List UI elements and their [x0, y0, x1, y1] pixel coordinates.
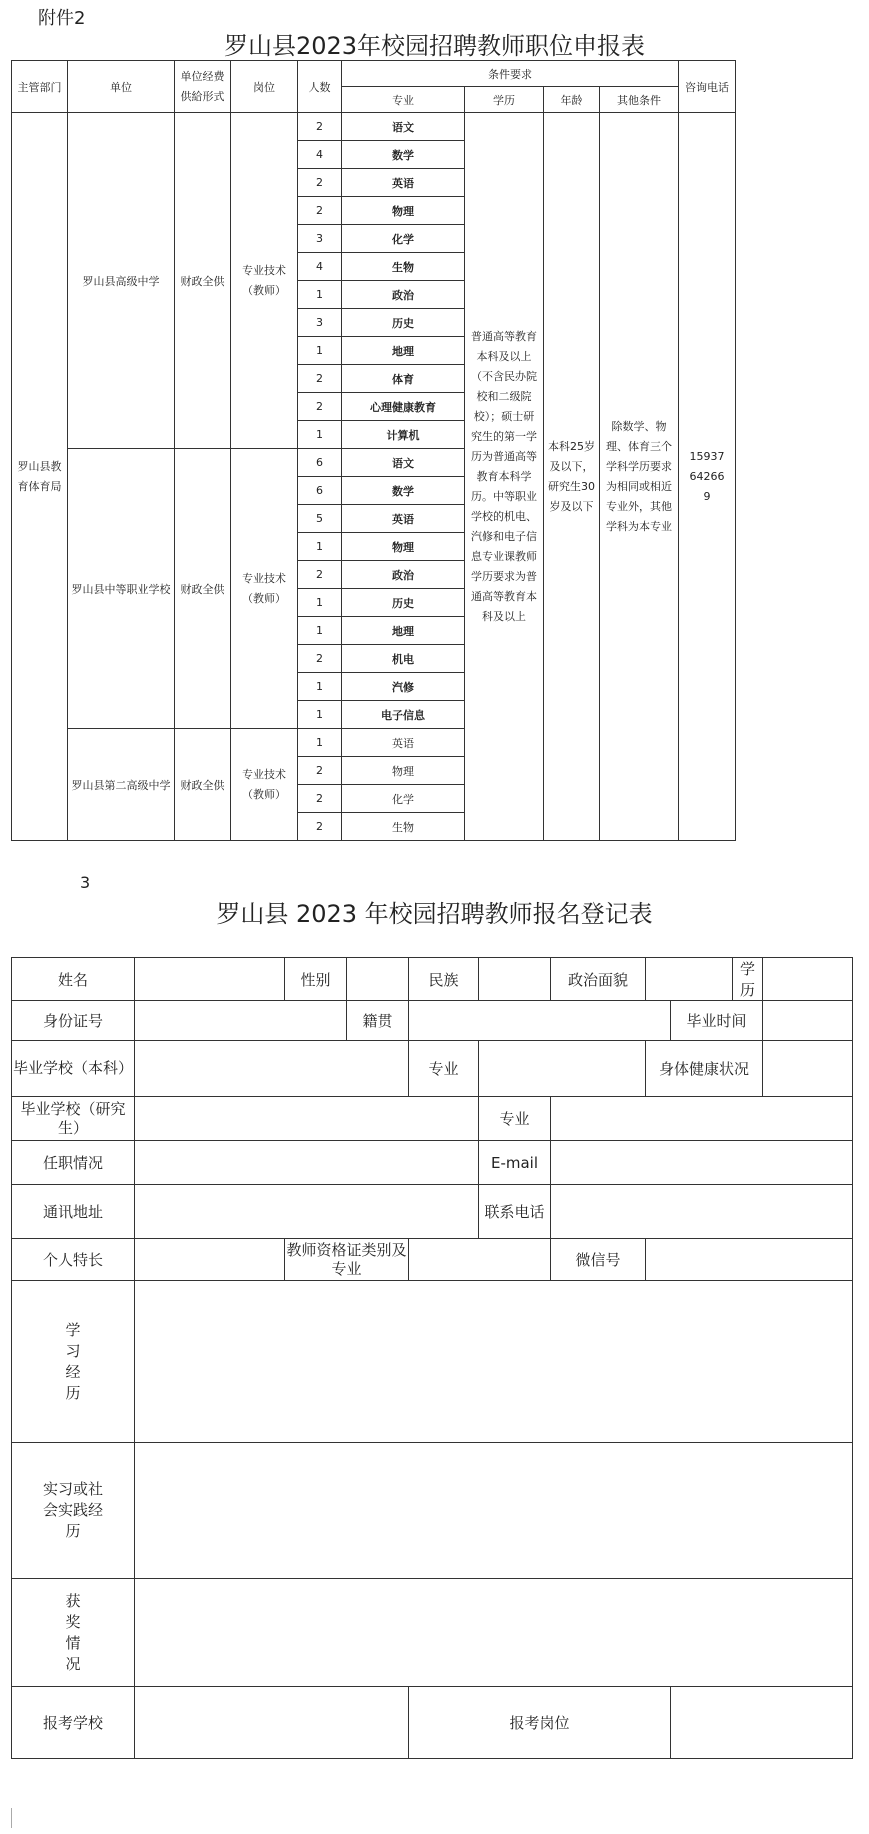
subject-cell: 历史 — [342, 589, 465, 617]
unit-name: 罗山县第二高级中学 — [68, 729, 175, 841]
subject-cell: 汽修 — [342, 673, 465, 701]
subject-cell: 计算机 — [342, 421, 465, 449]
count-cell: 2 — [298, 197, 342, 225]
count-cell: 4 — [298, 253, 342, 281]
subject-cell: 物理 — [342, 197, 465, 225]
header-count: 人数 — [298, 61, 342, 113]
input-position-held[interactable] — [135, 1141, 479, 1185]
input-native-place[interactable] — [409, 1001, 671, 1041]
label-awards: 获奖情况 — [65, 1591, 81, 1673]
input-grad-school-graduate[interactable] — [135, 1097, 479, 1141]
count-cell: 2 — [298, 561, 342, 589]
count-cell: 1 — [298, 337, 342, 365]
education-requirement: 普通高等教育本科及以上（不含民办院校和二级院校）；硕士研究生的第一学历为普通高等教育本科学历。中等职业学校的机电、汽修和电子信息专业课教师学历要求为普通高等教育本科及以上 — [465, 113, 544, 841]
label-grad-school-bachelor: 毕业学校（本科） — [12, 1041, 135, 1097]
table-row — [12, 113, 853, 141]
subject-cell: 生物 — [342, 253, 465, 281]
count-cell: 1 — [298, 421, 342, 449]
header-age: 年龄 — [544, 87, 600, 113]
label-practice: 实习或社会实践经历 — [42, 1480, 103, 1540]
count-cell: 1 — [298, 673, 342, 701]
page-number: 3 — [80, 873, 91, 892]
unit-post: 专业技术（教师） — [231, 113, 298, 449]
count-cell: 2 — [298, 365, 342, 393]
subject-cell: 物理 — [342, 533, 465, 561]
count-cell: 6 — [298, 477, 342, 505]
subject-cell: 地理 — [342, 337, 465, 365]
subject-cell: 电子信息 — [342, 701, 465, 729]
header-education: 学历 — [465, 87, 544, 113]
phone-cell: 15937642669 — [679, 113, 736, 841]
input-education[interactable] — [763, 958, 853, 1001]
input-awards[interactable] — [135, 1579, 853, 1687]
label-wechat: 微信号 — [551, 1239, 646, 1281]
subject-cell: 化学 — [342, 225, 465, 253]
input-name[interactable] — [135, 958, 285, 1001]
label-id-number: 身份证号 — [12, 1001, 135, 1041]
header-post: 岗位 — [231, 61, 298, 113]
subject-cell: 体育 — [342, 365, 465, 393]
input-apply-school[interactable] — [135, 1687, 409, 1759]
subject-cell: 语文 — [342, 449, 465, 477]
dept-cell: 罗山县教育体育局 — [12, 113, 68, 841]
header-funding: 单位经费供給形式 — [175, 61, 231, 113]
subject-cell: 化学 — [342, 785, 465, 813]
label-major2: 专业 — [479, 1097, 551, 1141]
unit-name: 罗山县高级中学 — [68, 113, 175, 449]
input-apply-post[interactable] — [671, 1687, 853, 1759]
annex-label: 附件2 — [38, 8, 86, 29]
count-cell: 5 — [298, 505, 342, 533]
header-conditions: 条件要求 — [342, 61, 679, 87]
count-cell: 6 — [298, 449, 342, 477]
input-id-number[interactable] — [135, 1001, 347, 1041]
input-practice[interactable] — [135, 1443, 853, 1579]
subject-cell: 生物 — [342, 813, 465, 841]
input-grad-school-bachelor[interactable] — [135, 1041, 409, 1097]
subject-cell: 语文 — [342, 113, 465, 141]
input-email[interactable] — [551, 1141, 853, 1185]
page-title-table2: 罗山县 2023 年校园招聘教师报名登记表 — [216, 900, 653, 928]
input-study-history[interactable] — [135, 1281, 853, 1443]
label-contact-phone: 联系电话 — [479, 1185, 551, 1239]
input-political[interactable] — [646, 958, 733, 1001]
label-cert: 教师资格证类别及专业 — [285, 1239, 409, 1281]
count-cell: 2 — [298, 169, 342, 197]
count-cell: 3 — [298, 309, 342, 337]
subject-cell: 政治 — [342, 281, 465, 309]
subject-cell: 政治 — [342, 561, 465, 589]
subject-cell: 英语 — [342, 169, 465, 197]
subject-cell: 数学 — [342, 141, 465, 169]
count-cell: 1 — [298, 729, 342, 757]
label-political: 政治面貌 — [551, 958, 646, 1001]
count-cell: 2 — [298, 785, 342, 813]
input-specialty[interactable] — [135, 1239, 285, 1281]
label-name: 姓名 — [12, 958, 135, 1001]
registration-form — [11, 957, 853, 1759]
count-cell: 2 — [298, 757, 342, 785]
unit-funding: 财政全供 — [175, 729, 231, 841]
unit-post: 专业技术（教师） — [231, 449, 298, 729]
input-gender[interactable] — [347, 958, 409, 1001]
input-wechat[interactable] — [646, 1239, 853, 1281]
input-cert[interactable] — [409, 1239, 551, 1281]
subject-cell: 历史 — [342, 309, 465, 337]
header-dept: 主管部门 — [12, 61, 68, 113]
subject-cell: 数学 — [342, 477, 465, 505]
count-cell: 2 — [298, 813, 342, 841]
count-cell: 1 — [298, 533, 342, 561]
label-major: 专业 — [409, 1041, 479, 1097]
input-health[interactable] — [763, 1041, 853, 1097]
count-cell: 2 — [298, 393, 342, 421]
subject-cell: 英语 — [342, 505, 465, 533]
page-edge-line — [11, 1808, 12, 1828]
label-position-held: 任职情况 — [12, 1141, 135, 1185]
label-address: 通讯地址 — [12, 1185, 135, 1239]
label-gender: 性别 — [285, 958, 347, 1001]
label-grad-time: 毕业时间 — [671, 1001, 763, 1041]
label-email: E-mail — [479, 1141, 551, 1185]
count-cell: 1 — [298, 589, 342, 617]
header-phone: 咨询电话 — [679, 61, 736, 113]
count-cell: 3 — [298, 225, 342, 253]
subject-cell: 机电 — [342, 645, 465, 673]
header-other: 其他条件 — [600, 87, 679, 113]
input-ethnicity[interactable] — [479, 958, 551, 1001]
input-grad-time[interactable] — [763, 1001, 853, 1041]
header-unit: 单位 — [68, 61, 175, 113]
input-address[interactable] — [135, 1185, 479, 1239]
label-native-place: 籍贯 — [347, 1001, 409, 1041]
label-specialty: 个人特长 — [12, 1239, 135, 1281]
other-requirement: 除数学、物理、体育三个学科学历要求为相同或相近专业外，其他学科为本专业 — [600, 113, 679, 841]
label-grad-school-graduate: 毕业学校（研究生） — [12, 1097, 135, 1141]
label-education: 学历 — [733, 958, 763, 1001]
count-cell: 2 — [298, 113, 342, 141]
age-requirement: 本科25岁及以下，研究生30岁及以下 — [544, 113, 600, 841]
subject-cell: 物理 — [342, 757, 465, 785]
subject-cell: 地理 — [342, 617, 465, 645]
count-cell: 1 — [298, 281, 342, 309]
label-study-history: 学习经历 — [65, 1320, 81, 1402]
label-apply-school: 报考学校 — [12, 1687, 135, 1759]
subject-cell: 英语 — [342, 729, 465, 757]
position-table — [11, 60, 853, 841]
input-major2[interactable] — [551, 1097, 853, 1141]
count-cell: 2 — [298, 645, 342, 673]
input-contact-phone[interactable] — [551, 1185, 853, 1239]
input-major[interactable] — [479, 1041, 646, 1097]
page-title-table1: 罗山县2023年校园招聘教师职位申报表 — [223, 32, 646, 60]
unit-name: 罗山县中等职业学校 — [68, 449, 175, 729]
subject-cell: 心理健康教育 — [342, 393, 465, 421]
label-health: 身体健康状况 — [646, 1041, 763, 1097]
label-apply-post: 报考岗位 — [409, 1687, 671, 1759]
position-rows — [12, 113, 853, 841]
header-major: 专业 — [342, 87, 465, 113]
unit-funding: 财政全供 — [175, 449, 231, 729]
count-cell: 4 — [298, 141, 342, 169]
unit-post: 专业技术（教师） — [231, 729, 298, 841]
unit-funding: 财政全供 — [175, 113, 231, 449]
count-cell: 1 — [298, 617, 342, 645]
label-ethnicity: 民族 — [409, 958, 479, 1001]
count-cell: 1 — [298, 701, 342, 729]
